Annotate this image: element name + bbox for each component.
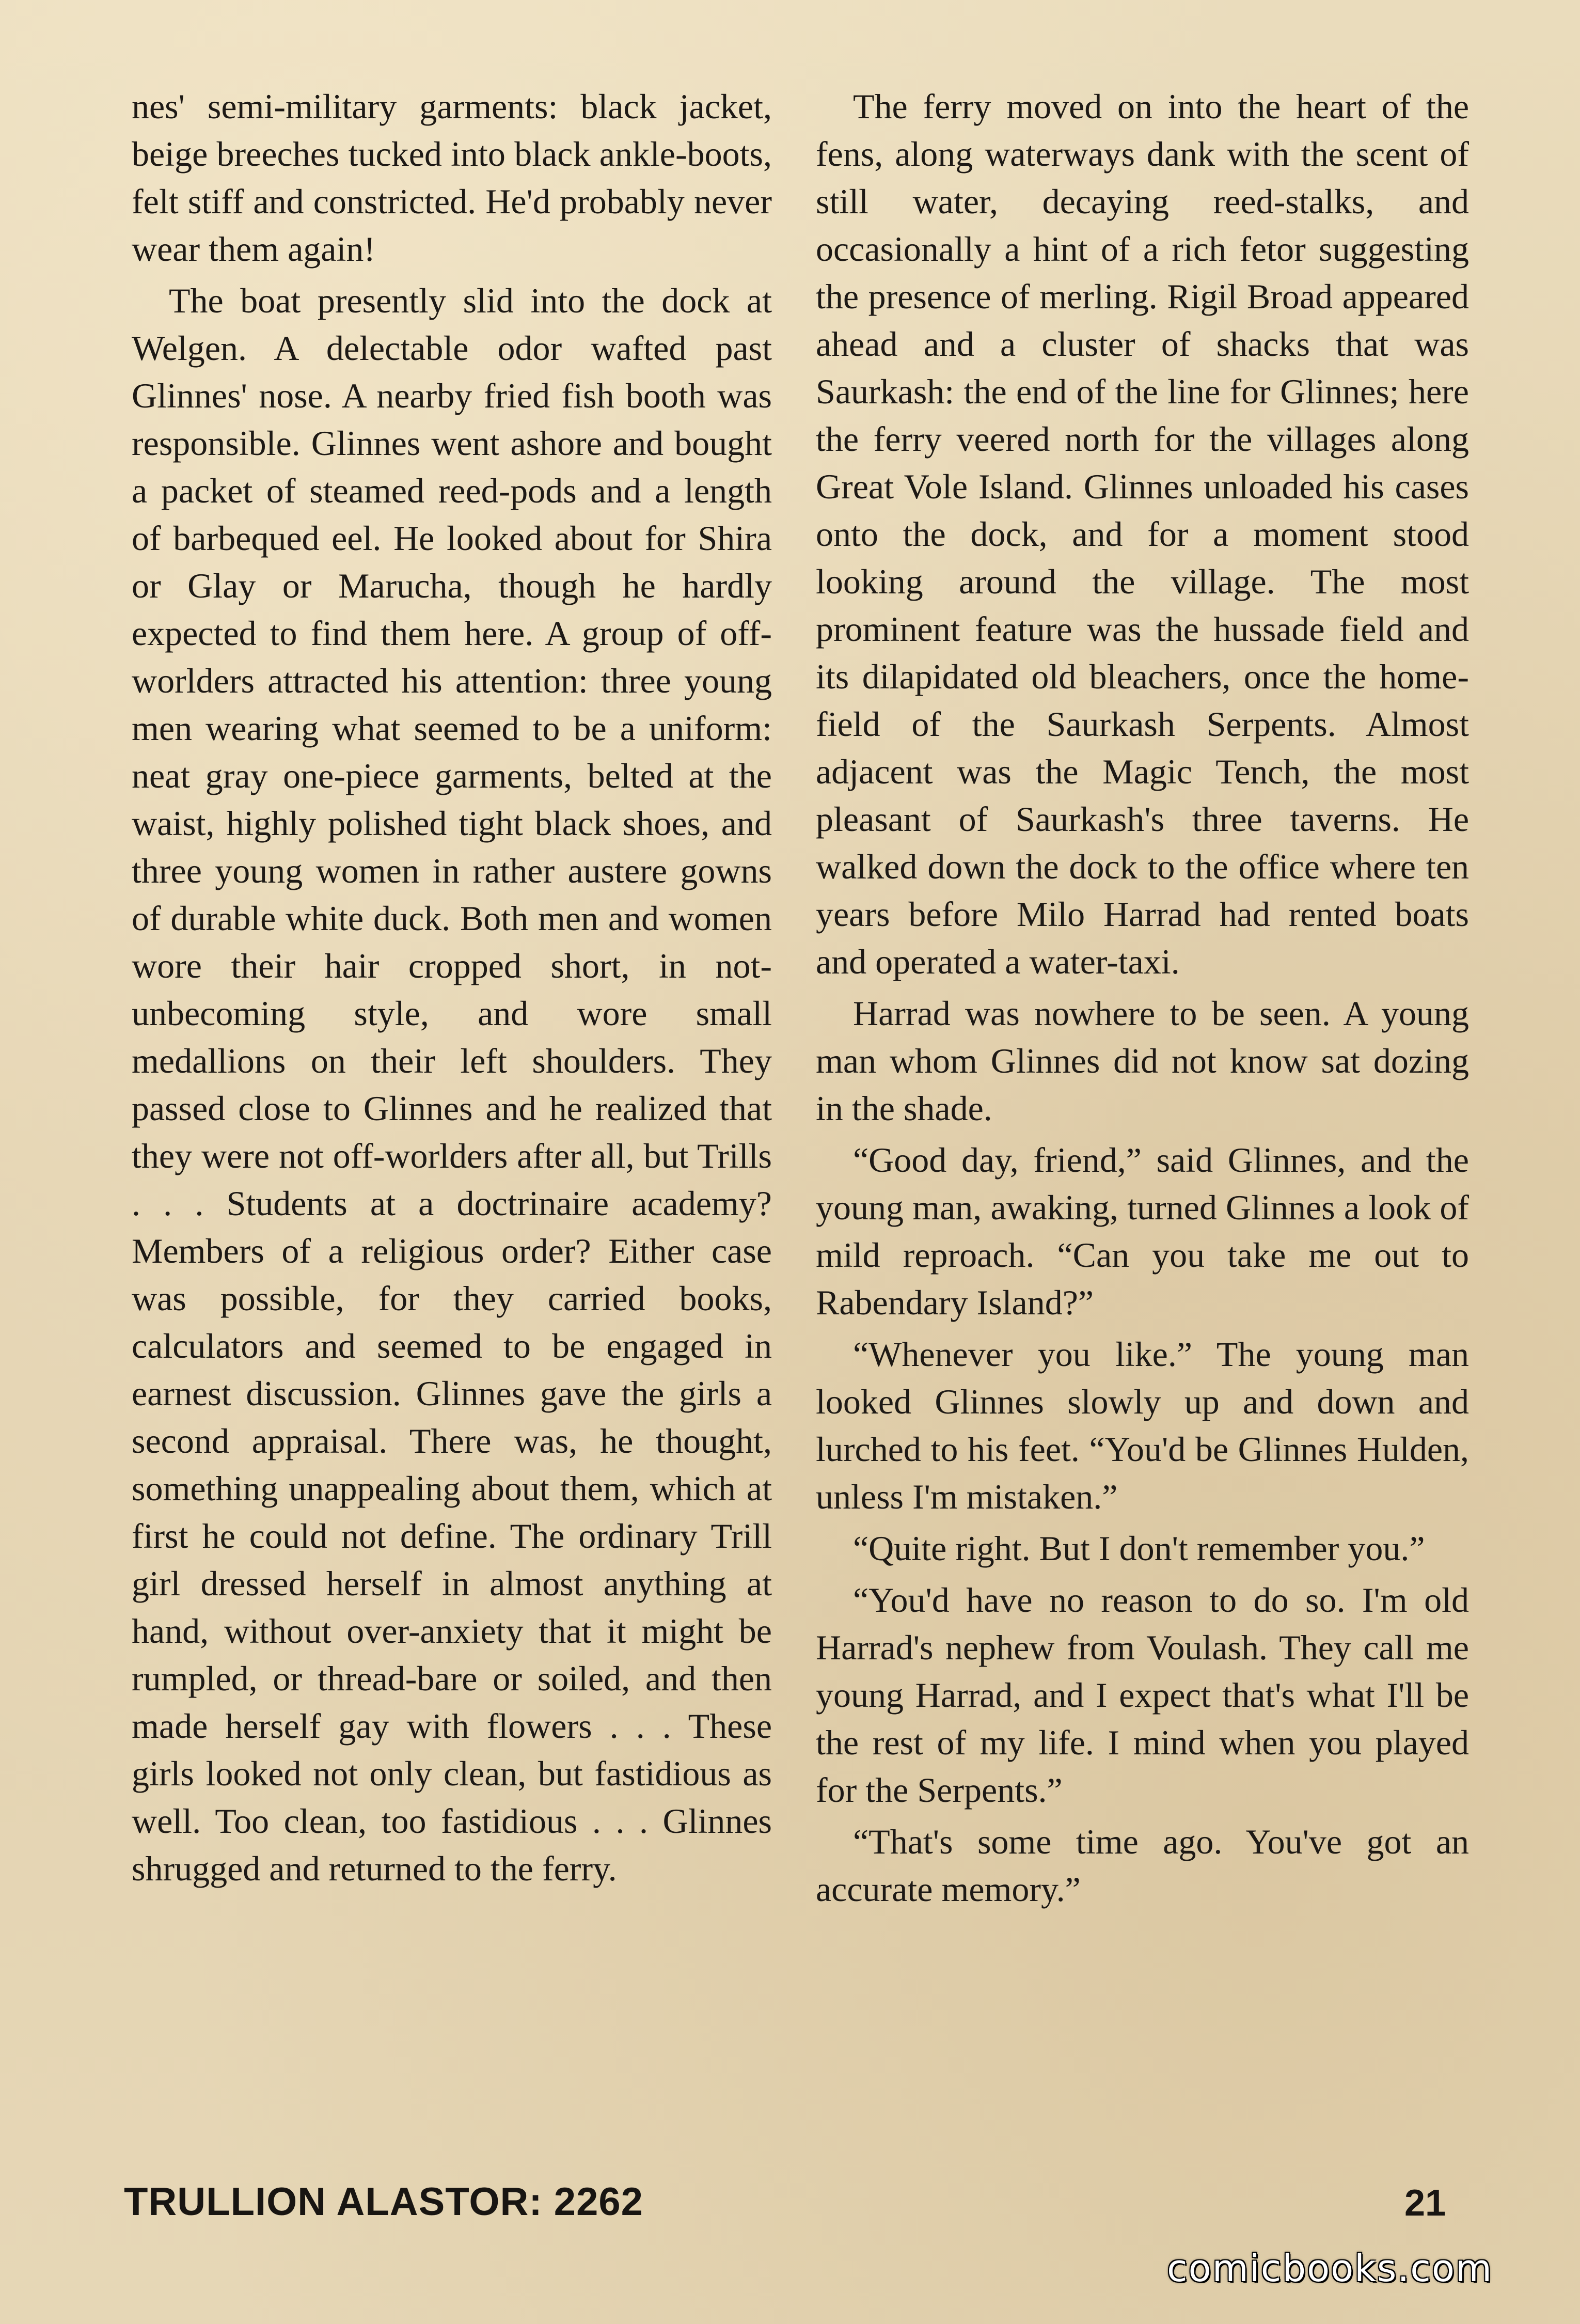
paragraph: The ferry moved on into the heart of the fens, along waterways dank with the scent of still water, decaying reed-stalks, and occasionally a hint of a rich fetor suggesting the presence of merling. Rigil Broad appeared ahead and a cluster of shacks that was Saurkash: the end of the line for Glinnes; here the ferry veered north for the villages along Great Vole Island. Glinnes unloaded his cases onto the dock, and for a moment stood looking around the village. The most prominent feature was the hussade field and its dilapidated old bleachers, once the home-field of the Saurkash Serpents. Almost adjacent was the Magic Tench, the most pleasant of Saurkash's three taverns. He walked down the dock to the office where ten years before Milo Harrad had rented boats and operated a water-taxi.	[816, 87, 1469, 981]
paragraph: The boat presently slid into the dock at Welgen. A delectable odor wafted past Glinnes' nose. A nearby fried fish booth was responsible. Glinnes went ashore and bought a packet of steamed reed-pods and a length of barbequed eel. He looked about for Shira or Glay or Marucha, though he hardly expected to find them here. A group of off-worlders attracted his attention: three young men wearing what seemed to be a uniform: neat gray one-piece garments, belted at the waist, highly polished tight black shoes, and three young women in rather austere gowns of durable white duck. Both men and women wore their hair cropped short, in not-unbecoming style, and wore small medallions on their left shoulders. They passed close to Glinnes and he realized that they were not off-worlders after all, but Trills . . . Students at a doctrinaire academy? Members of a religious order? Either case was possible, for they carried books, calculators and seemed to be engaged in earnest discussion. Glinnes gave the girls a second appraisal. There was, he thought, something unappealing about them, which at first he could not define. The ordinary Trill girl dressed herself in almost anything at hand, without over-anxiety that it might be rumpled, or thread-bare or soiled, and then made herself gay with flowers . . . These girls looked not only clean, but fastidious as well. Too clean, too fastidious . . . Glinnes shrugged and returned to the ferry.	[132, 281, 772, 1888]
page-number: 21	[1404, 2182, 1446, 2224]
paragraph: nes' semi-military garments: black jacket, beige breeches tucked into black ankle-boots, felt stiff and constricted. He'd probably never wear them again!	[132, 87, 772, 269]
site-watermark: comicbooks.com	[1167, 2247, 1493, 2290]
left-text-column	[132, 83, 772, 1892]
paragraph: “Quite right. But I don't remember you.”	[853, 1529, 1425, 1568]
paragraph: “Whenever you like.” The young man looked Glinnes slowly up and down and lurched to his feet. “You'd be Glinnes Hulden, unless I'm mistaken.”	[816, 1334, 1469, 1516]
right-text-column	[816, 83, 1469, 1913]
paragraph: “You'd have no reason to do so. I'm old Harrad's nephew from Voulash. They call me young Harrad, and I expect that's what I'll be the rest of my life. I mind when you played for the Serpents.”	[816, 1580, 1469, 1810]
paragraph: Harrad was nowhere to be seen. A young man whom Glinnes did not know sat dozing in the shade.	[816, 994, 1469, 1128]
running-footer-title: TRULLION ALASTOR: 2262	[124, 2180, 643, 2224]
paragraph: “That's some time ago. You've got an accurate memory.”	[816, 1822, 1469, 1909]
paragraph: “Good day, friend,” said Glinnes, and the young man, awaking, turned Glinnes a look of mild reproach. “Can you take me out to Rabendary Island?”	[816, 1140, 1469, 1322]
